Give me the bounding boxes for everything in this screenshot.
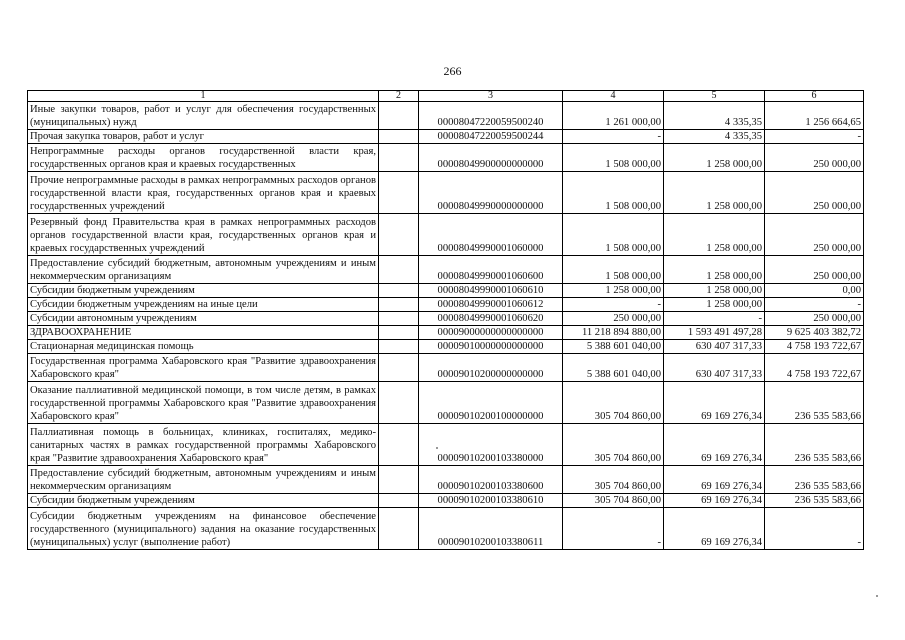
budget-code-cell: 00008047220059500240 (419, 102, 563, 130)
budget-code-cell: 00008049990001060600 (419, 256, 563, 284)
expense-name-cell: Оказание паллиативной медицинской помощи, в том числе детям, в рамках государственной программы Хабаровского края "Развитие здравоохранения Хабаровского края" (28, 382, 379, 424)
table-row (28, 382, 864, 424)
table-row (28, 172, 864, 214)
table-row (28, 354, 864, 382)
amount-approved-cell: 1 258 000,00 (563, 284, 664, 298)
expense-name-cell: Иные закупки товаров, работ и услуг для обеспечения государственных (муниципальных) нужд (28, 102, 379, 130)
table-row (28, 340, 864, 354)
table-row (28, 256, 864, 284)
budget-code-cell: 00009010200100000000 (419, 382, 563, 424)
expense-name-cell: Прочие непрограммные расходы в рамках непрограммных расходов органов государственной власти края, государственных органов края и краевых государственных учреждений (28, 172, 379, 214)
amount-approved-cell: 1 508 000,00 (563, 214, 664, 256)
amount-remaining-cell: 236 535 583,66 (765, 466, 864, 494)
amount-approved-cell: 305 704 860,00 (563, 494, 664, 508)
budget-code-cell: 00009010200103380600 (419, 466, 563, 494)
column-header: 2 (379, 91, 419, 102)
amount-remaining-cell: 236 535 583,66 (765, 424, 864, 466)
column-header: 5 (664, 91, 765, 102)
empty-cell (379, 298, 419, 312)
empty-cell (379, 256, 419, 284)
expense-name-cell: Субсидии бюджетным учреждениям (28, 494, 379, 508)
expense-name-cell: Субсидии бюджетным учреждениям (28, 284, 379, 298)
amount-executed-cell: 1 258 000,00 (664, 256, 765, 284)
empty-cell (379, 382, 419, 424)
amount-approved-cell: 1 508 000,00 (563, 256, 664, 284)
empty-cell (379, 102, 419, 130)
amount-approved-cell: 11 218 894 880,00 (563, 326, 664, 340)
empty-cell (379, 494, 419, 508)
scan-dot (876, 595, 878, 597)
expense-name-cell: Предоставление субсидий бюджетным, автономным учреждениям и иным некоммерческим организациям (28, 466, 379, 494)
amount-remaining-cell: 236 535 583,66 (765, 494, 864, 508)
empty-cell (379, 172, 419, 214)
budget-code-cell: 00009010200103380611 (419, 508, 563, 550)
budget-table (27, 90, 864, 550)
expense-name-cell: Предоставление субсидий бюджетным, автономным учреждениям и иным некоммерческим организациям (28, 256, 379, 284)
amount-executed-cell: 69 169 276,34 (664, 508, 765, 550)
amount-remaining-cell: 1 256 664,65 (765, 102, 864, 130)
amount-executed-cell: 1 258 000,00 (664, 298, 765, 312)
amount-executed-cell: 69 169 276,34 (664, 494, 765, 508)
budget-code-cell: 00008049990001060610 (419, 284, 563, 298)
amount-remaining-cell: 236 535 583,66 (765, 382, 864, 424)
amount-executed-cell: 630 407 317,33 (664, 340, 765, 354)
expense-name-cell: Прочая закупка товаров, работ и услуг (28, 130, 379, 144)
table-row (28, 284, 864, 298)
amount-remaining-cell: 250 000,00 (765, 172, 864, 214)
amount-approved-cell: 1 508 000,00 (563, 172, 664, 214)
amount-remaining-cell: 9 625 403 382,72 (765, 326, 864, 340)
table-row (28, 466, 864, 494)
amount-approved-cell: 250 000,00 (563, 312, 664, 326)
empty-cell (379, 424, 419, 466)
table-row (28, 326, 864, 340)
amount-executed-cell: 4 335,35 (664, 102, 765, 130)
table-row (28, 494, 864, 508)
amount-executed-cell: 69 169 276,34 (664, 466, 765, 494)
amount-remaining-cell: 4 758 193 722,67 (765, 354, 864, 382)
amount-remaining-cell: 0,00 (765, 284, 864, 298)
column-header: 6 (765, 91, 864, 102)
amount-remaining-cell: 250 000,00 (765, 256, 864, 284)
amount-executed-cell: 1 258 000,00 (664, 214, 765, 256)
amount-approved-cell: - (563, 298, 664, 312)
amount-remaining-cell: - (765, 508, 864, 550)
amount-remaining-cell: - (765, 130, 864, 144)
amount-executed-cell: 1 593 491 497,28 (664, 326, 765, 340)
amount-executed-cell: - (664, 312, 765, 326)
empty-cell (379, 312, 419, 326)
budget-code-cell: 00008049990001060620 (419, 312, 563, 326)
table-row (28, 424, 864, 466)
empty-cell (379, 508, 419, 550)
scan-dot (436, 447, 438, 449)
amount-approved-cell: 305 704 860,00 (563, 382, 664, 424)
budget-code-cell: 00009010200103380610 (419, 494, 563, 508)
expense-name-cell: Субсидии бюджетным учреждениям на иные цели (28, 298, 379, 312)
budget-code-cell: 00008049990000000000 (419, 172, 563, 214)
expense-name-cell: ЗДРАВООХРАНЕНИЕ (28, 326, 379, 340)
amount-remaining-cell: 250 000,00 (765, 214, 864, 256)
table-row (28, 508, 864, 550)
table-row (28, 144, 864, 172)
empty-cell (379, 340, 419, 354)
amount-remaining-cell: 250 000,00 (765, 144, 864, 172)
amount-executed-cell: 630 407 317,33 (664, 354, 765, 382)
empty-cell (379, 326, 419, 340)
empty-cell (379, 466, 419, 494)
table-row (28, 214, 864, 256)
column-header: 4 (563, 91, 664, 102)
table-row (28, 312, 864, 326)
amount-approved-cell: - (563, 130, 664, 144)
empty-cell (379, 354, 419, 382)
column-header: 3 (419, 91, 563, 102)
table-row (28, 102, 864, 130)
amount-approved-cell: 5 388 601 040,00 (563, 354, 664, 382)
expense-name-cell: Непрограммные расходы органов государственной власти края, государственных органов края и краевых государственных (28, 144, 379, 172)
amount-approved-cell: 1 508 000,00 (563, 144, 664, 172)
expense-name-cell: Субсидии автономным учреждениям (28, 312, 379, 326)
budget-code-cell: 00009010200000000000 (419, 354, 563, 382)
budget-code-cell: 00009010200103380000 (419, 424, 563, 466)
amount-executed-cell: 69 169 276,34 (664, 382, 765, 424)
budget-code-cell: 00009000000000000000 (419, 326, 563, 340)
empty-cell (379, 214, 419, 256)
amount-executed-cell: 69 169 276,34 (664, 424, 765, 466)
amount-approved-cell: 305 704 860,00 (563, 424, 664, 466)
budget-code-cell: 00008047220059500244 (419, 130, 563, 144)
expense-name-cell: Государственная программа Хабаровского края "Развитие здравоохранения Хабаровского края" (28, 354, 379, 382)
empty-cell (379, 144, 419, 172)
amount-remaining-cell: 250 000,00 (765, 312, 864, 326)
table-header-row (28, 91, 864, 102)
budget-code-cell: 00009010000000000000 (419, 340, 563, 354)
amount-remaining-cell: 4 758 193 722,67 (765, 340, 864, 354)
table-row (28, 130, 864, 144)
amount-approved-cell: 5 388 601 040,00 (563, 340, 664, 354)
amount-executed-cell: 4 335,35 (664, 130, 765, 144)
budget-code-cell: 00008049990001060612 (419, 298, 563, 312)
budget-code-cell: 00008049900000000000 (419, 144, 563, 172)
expense-name-cell: Резервный фонд Правительства края в рамках непрограммных расходов органов государственной власти края, государственных органов края и краевых государственных учреждений (28, 214, 379, 256)
amount-executed-cell: 1 258 000,00 (664, 284, 765, 298)
table-row (28, 298, 864, 312)
empty-cell (379, 130, 419, 144)
expense-name-cell: Паллиативная помощь в больницах, клиниках, госпиталях, медико-санитарных частях в рамках государственной программы Хабаровского края "Развитие здравоохранения Хабаровского края" (28, 424, 379, 466)
expense-name-cell: Стационарная медицинская помощь (28, 340, 379, 354)
budget-code-cell: 00008049990001060000 (419, 214, 563, 256)
column-header: 1 (28, 91, 379, 102)
empty-cell (379, 284, 419, 298)
amount-executed-cell: 1 258 000,00 (664, 172, 765, 214)
amount-approved-cell: 1 261 000,00 (563, 102, 664, 130)
amount-approved-cell: 305 704 860,00 (563, 466, 664, 494)
amount-approved-cell: - (563, 508, 664, 550)
page-number: 266 (443, 64, 462, 78)
expense-name-cell: Субсидии бюджетным учреждениям на финансовое обеспечение государственного (муниципального) задания на оказание государственных (муниципальных) услуг (выполнение работ) (28, 508, 379, 550)
amount-executed-cell: 1 258 000,00 (664, 144, 765, 172)
amount-remaining-cell: - (765, 298, 864, 312)
